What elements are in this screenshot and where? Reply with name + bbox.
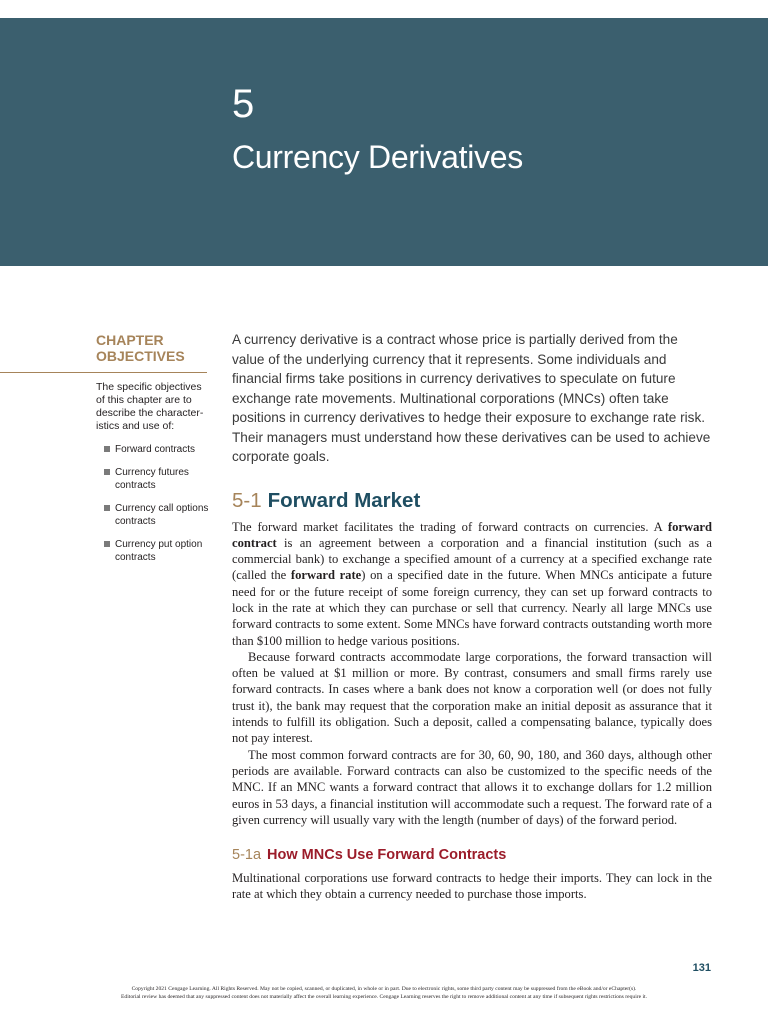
body-paragraph: Because forward contracts accommodate large corporations, the forward transaction will often be valued at $1 million or more. By contrast, consumers and small firms rarely use forward contracts. In cases where a bank does not know a corporation well (or does not fully trust it), the bank may request that the corporation make an initial deposit as assurance that it intends to fulfill its obligation. Such a deposit, called a compensating balance, typically does not pay interest. [232,649,712,746]
objective-item-label: Currency futures contracts [115,466,189,491]
objective-item-forward-contracts [104,443,212,457]
text-run: The forward market facilitates the trading of forward contracts on currencies. A [232,519,668,534]
square-bullet-icon [104,505,110,511]
section-number: 5-1 [232,488,262,512]
text-run: is an agreement between a corporation and a financial institution (such as a commercial bank) to exchange a specified amount of a currency at a specified exchange rate (called the [232,535,712,583]
objectives-heading-line2: OBJECTIVES [96,348,185,364]
chapter-objectives-sidebar [0,332,207,574]
main-content [232,330,712,903]
objective-item-label: Forward contracts [115,444,196,455]
square-bullet-icon [104,469,110,475]
objectives-heading-line1: CHAPTER [96,332,164,348]
objectives-heading [96,332,207,364]
objective-item-currency-futures [104,466,212,493]
body-paragraph: Multinational corporations use forward contracts to hedge their imports. They can lock in the rate at which they obtain a currency needed to purchase those imports. [232,871,712,902]
chapter-intro-paragraph: A currency derivative is a contract whose price is partially derived from the value of the underlying currency that it represents. Some individuals and financial firms take positions in currency derivatives to speculate on future exchange rate movements. Multinational corporations (MNCs) often take positions in currency derivatives to hedge their exposure to exchange rate risk. Their managers must understand how these derivatives can be used to achieve corporate goals. [232,332,711,464]
objective-item-currency-put-option [104,538,212,565]
objectives-intro: The specific objectives of this chapter are to describe the character-istics and use of: [96,381,204,432]
objectives-divider [0,372,207,373]
square-bullet-icon [104,446,110,452]
objective-item-label: Currency call options contracts [115,502,209,527]
copyright-line: Copyright 2021 Cengage Learning. All Rights Reserved. May not be copied, scanned, or duplicated, in whole or in part. Due to electronic rights, some third party content may be suppressed from the eBook and/or eChapter(s). [131,986,637,992]
copyright-line: Editorial review has deemed that any suppressed content does not materially affect the overall learning experience. Cengage Learning reserves the right to remove additional content at any time if subsequent rights restrictions require it. [121,993,647,1000]
body-paragraph: The most common forward contracts are for 30, 60, 90, 180, and 360 days, although other periods are available. Forward contracts can also be customized to the specific needs of the MNC. If an MNC wants a forward contract that allows it to exchange dollars for 1.2 million euros in 53 days, a financial institution will accommodate such a request. The forward rate of a given currency will usually vary with the length (number of days) of the forward period. [232,747,712,827]
subsection-number: 5-1a [232,847,262,864]
section-title: Forward Market [267,488,421,512]
chapter-title: Currency Derivatives [232,139,523,175]
key-term: forward contract [232,519,712,550]
square-bullet-icon [104,541,110,547]
objective-item-currency-call-options [104,502,212,529]
page-number: 131 [692,962,711,974]
objectives-list [104,443,212,565]
chapter-number: 5 [232,82,255,126]
key-term: forward rate [290,568,362,583]
objective-item-label: Currency put option contracts [115,538,203,563]
copyright-notice [0,986,768,1001]
body-paragraph [232,519,712,649]
subsection-title: How MNCs Use Forward Contracts [267,847,507,864]
section-heading [232,489,712,513]
text-run: ) on a specified date in the future. When MNCs anticipate a future need for or the future receipt of some foreign currency, they can set up forward contracts to lock in the rate at which they can purchase or sell that currency. Nearly all large MNCs use forward contracts to some extent. Some MNCs have forward contracts outstanding worth more than $100 million to hedge various positions. [232,568,712,648]
subsection-heading [232,846,712,864]
